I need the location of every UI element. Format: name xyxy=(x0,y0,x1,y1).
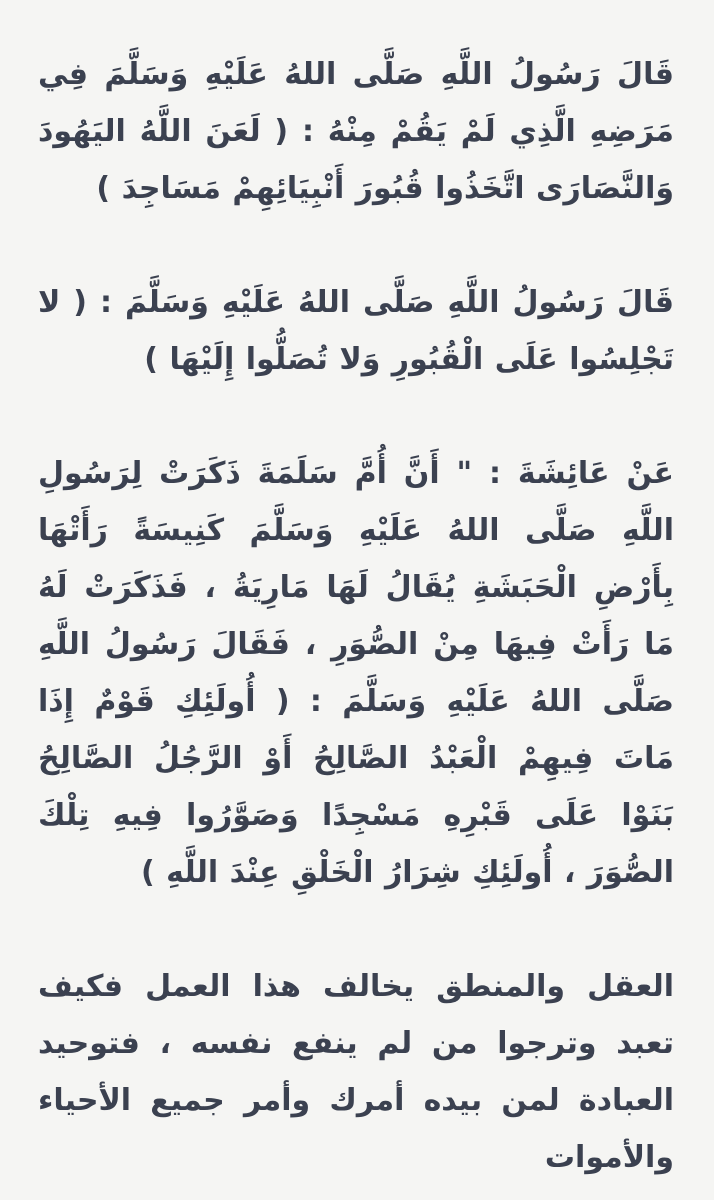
hadith-paragraph-2: قَالَ رَسُولُ اللَّهِ صَلَّى اللهُ عَلَيْهِ وَسَلَّمَ : ( لا تَجْلِسُوا عَلَى الْقُبُورِ وَلا تُصَلُّوا إِلَيْهَا ) xyxy=(38,285,674,377)
hadith-paragraph-3: عَنْ عَائِشَةَ : " أَنَّ أُمَّ سَلَمَةَ ذَكَرَتْ لِرَسُولِ اللَّهِ صَلَّى اللهُ عَلَيْهِ وَسَلَّمَ كَنِيسَةً رَأَتْهَا بِأَرْضِ الْحَبَشَةِ يُقَالُ لَهَا مَارِيَةُ ، فَذَكَرَتْ لَهُ مَا رَأَتْ فِيهَا مِنْ الصُّوَرِ ، فَقَالَ رَسُولُ اللَّهِ صَلَّى اللهُ عَلَيْهِ وَسَلَّمَ : ( أُولَئِكِ قَوْمٌ إِذَا مَاتَ فِيهِمْ الْعَبْدُ الصَّالِحُ أَوْ الرَّجُلُ الصَّالِحُ بَنَوْا عَلَى قَبْرِهِ مَسْجِدًا وَصَوَّرُوا فِيهِ تِلْكَ الصُّوَرَ ، أُولَئِكِ شِرَارُ الْخَلْقِ عِنْدَ اللَّهِ ) xyxy=(38,456,674,890)
hadith-paragraph-1: قَالَ رَسُولُ اللَّهِ صَلَّى اللهُ عَلَيْهِ وَسَلَّمَ فِي مَرَضِهِ الَّذِي لَمْ يَقُمْ مِنْهُ : ( لَعَنَ اللَّهُ اليَهُودَ وَالنَّصَارَى اتَّخَذُوا قُبُورَ أَنْبِيَائِهِمْ مَسَاجِدَ ) xyxy=(38,57,674,206)
commentary-paragraph: العقل والمنطق يخالف هذا العمل فكيف تعبد وترجوا من لم ينفع نفسه ، فتوحيد العبادة لمن بيده أمرك وأمر جميع الأحياء والأموات xyxy=(38,969,674,1175)
